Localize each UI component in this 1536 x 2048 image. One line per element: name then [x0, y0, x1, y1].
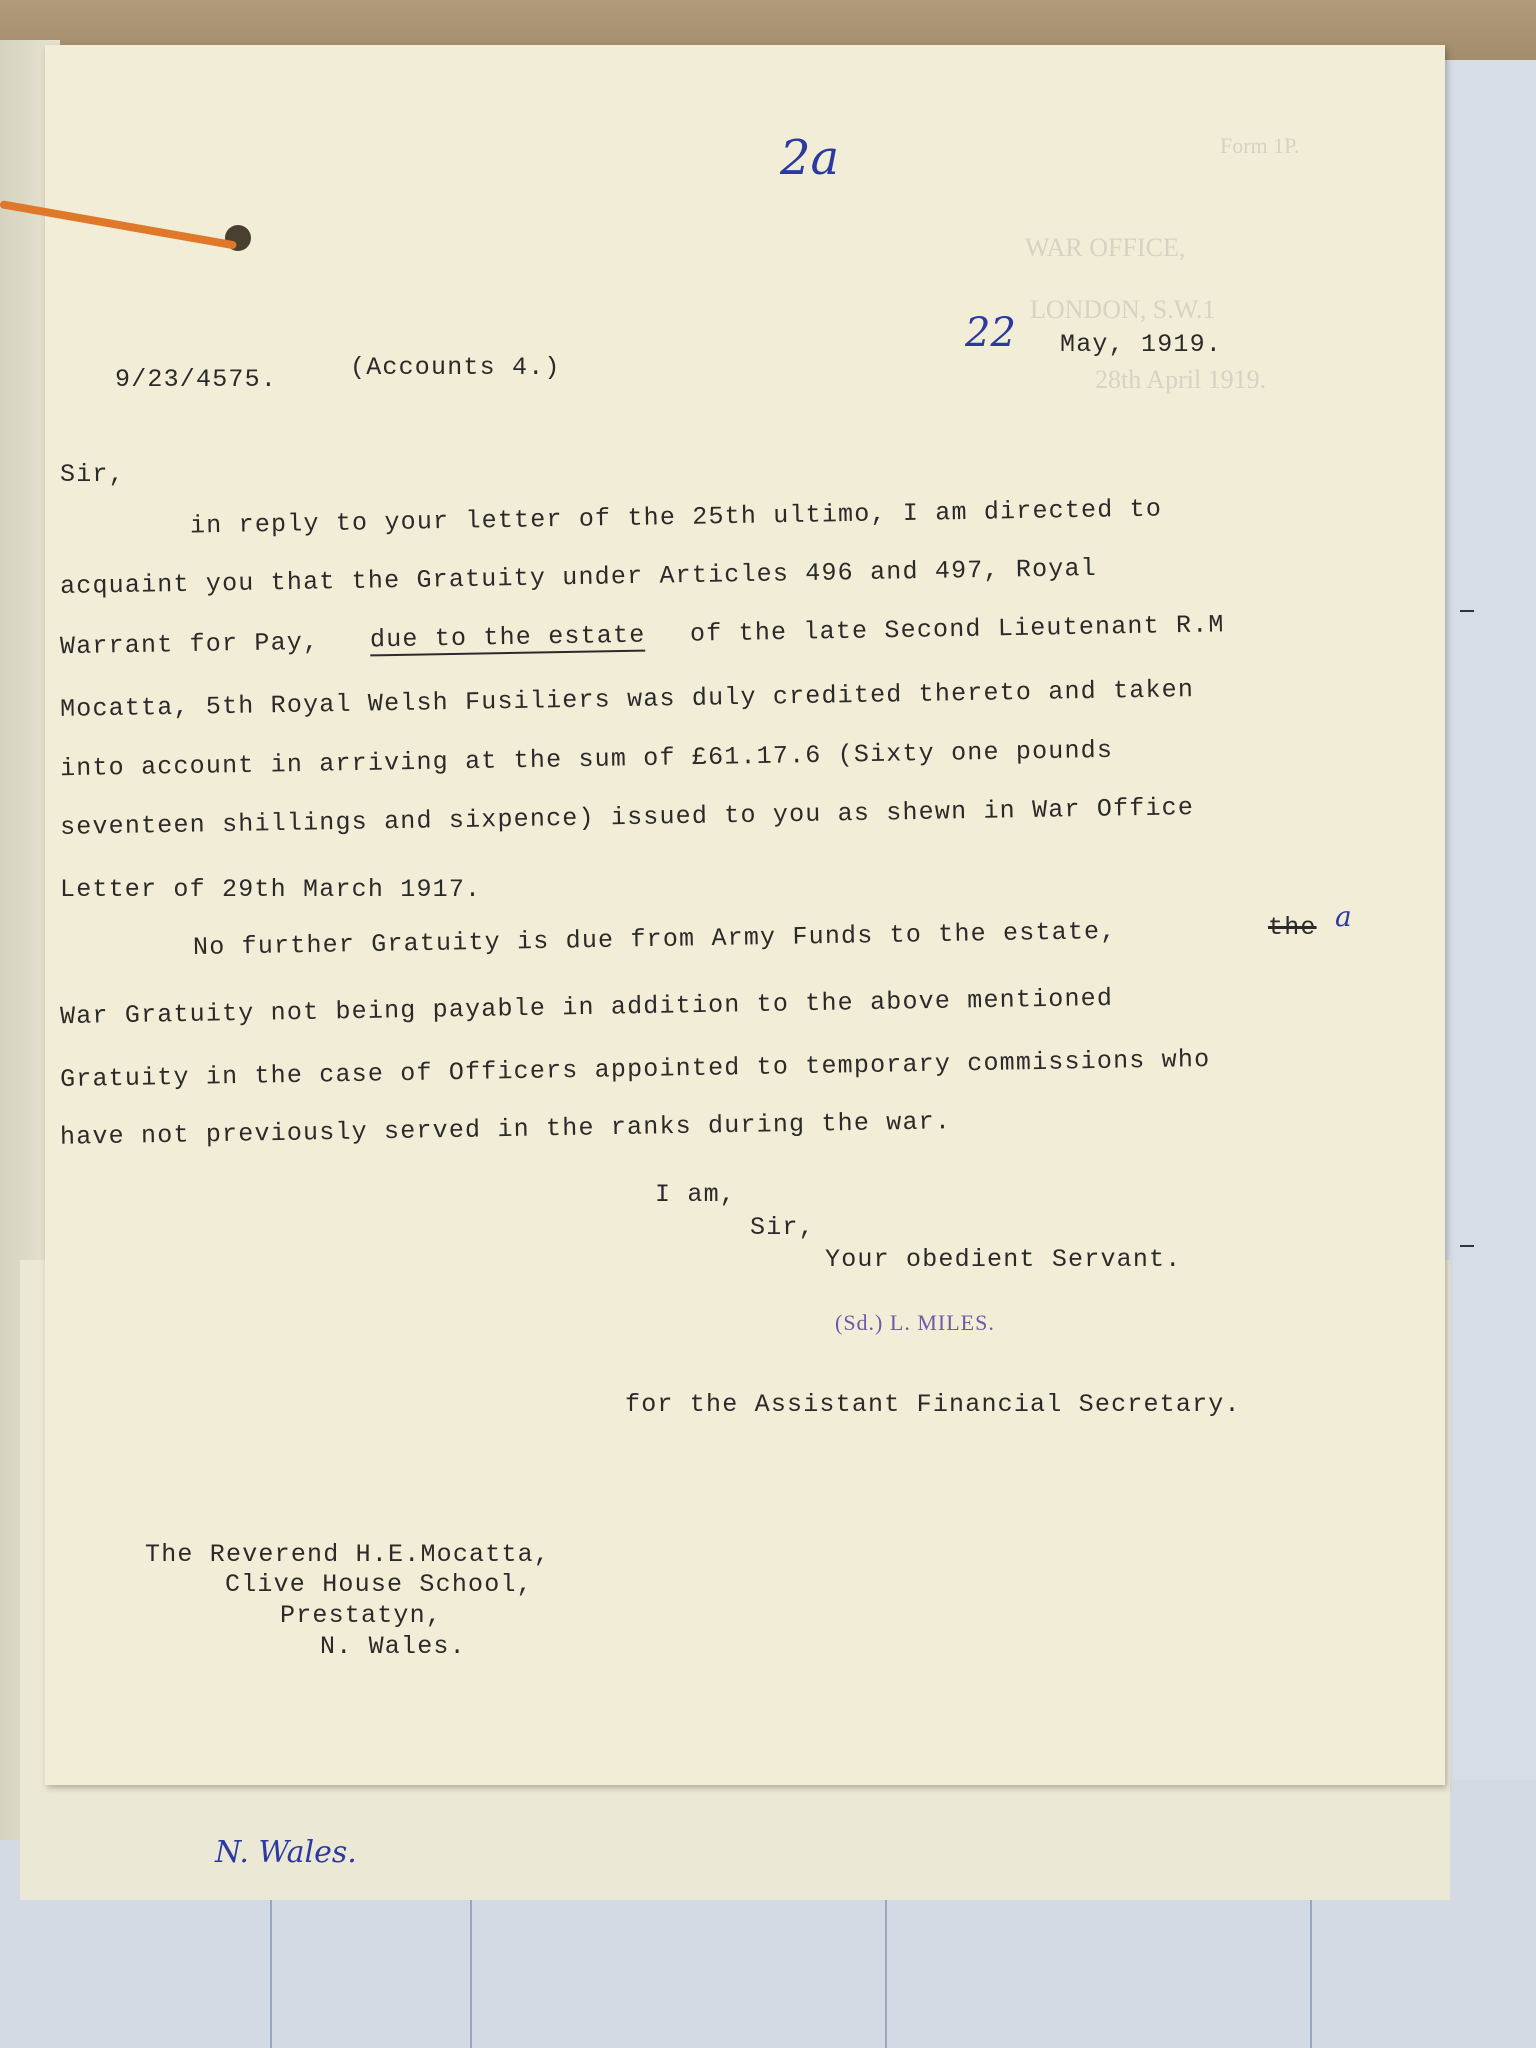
ghost-date: 28th April 1919. — [1095, 365, 1267, 394]
para2-line4: have not previously served in the ranks during the war. — [59, 1107, 952, 1152]
ghost-city: LONDON, S.W.1 — [1030, 295, 1216, 324]
para1-line5: into account in arriving at the sum of £61.17.6 (Sixty one pounds — [59, 735, 1114, 784]
closing-i-am: I am, — [655, 1180, 737, 1209]
para2-line3: Gratuity in the case of Officers appointed to temporary commissions who — [59, 1044, 1211, 1095]
ghost-form-number: Form 1P. — [1220, 133, 1300, 158]
para1-line3a: Warrant for Pay, — [59, 627, 320, 662]
addressee-line2: Clive House School, — [225, 1570, 533, 1599]
reference-number: 9/23/4575. — [115, 365, 278, 394]
signature-stamp: (Sd.) L. MILES. — [835, 1310, 995, 1335]
para1-line7: Letter of 29th March 1917. — [60, 875, 482, 904]
para1-line1: in reply to your letter of the 25th ultimo, I am directed to — [189, 494, 1163, 541]
date-month-year: May, 1919. — [1060, 330, 1223, 359]
addressee-line1: The Reverend H.E.Mocatta, — [145, 1540, 551, 1569]
struck-word: the — [1268, 913, 1317, 942]
para1-line2: acquaint you that the Gratuity under Articles 496 and 497, Royal — [59, 553, 1098, 602]
date-day: 22 — [965, 310, 1016, 356]
margin-note: N. Wales. — [215, 1835, 357, 1870]
handwritten-correction: a — [1335, 900, 1352, 933]
para1-line4: Mocatta, 5th Royal Welsh Fusiliers was duly credited thereto and taken — [59, 675, 1195, 724]
para1-underlined-phrase: due to the estate — [369, 620, 646, 655]
closing-sir: Sir, — [750, 1213, 815, 1242]
signatory-line: for the Assistant Financial Secretary. — [625, 1390, 1241, 1419]
ghost-office: WAR OFFICE, — [1025, 233, 1186, 262]
salutation: Sir, — [60, 460, 125, 489]
closing-servant: Your obedient Servant. — [825, 1245, 1182, 1274]
folio-number: 2a — [780, 130, 840, 186]
addressee-line3: Prestatyn, — [280, 1601, 443, 1630]
para1-line3b: of the late Second Lieutenant R.M — [689, 610, 1225, 649]
addressee-line4: N. Wales. — [320, 1632, 466, 1661]
department: (Accounts 4.) — [350, 353, 561, 382]
letter-page — [45, 45, 1445, 1785]
para1-line6: seventeen shillings and sixpence) issued to you as shewn in War Office — [59, 793, 1195, 842]
para2-line1: No further Gratuity is due from Army Funds to the estate, — [192, 916, 1117, 963]
para2-line2: War Gratuity not being payable in addition to the above mentioned — [59, 983, 1114, 1032]
